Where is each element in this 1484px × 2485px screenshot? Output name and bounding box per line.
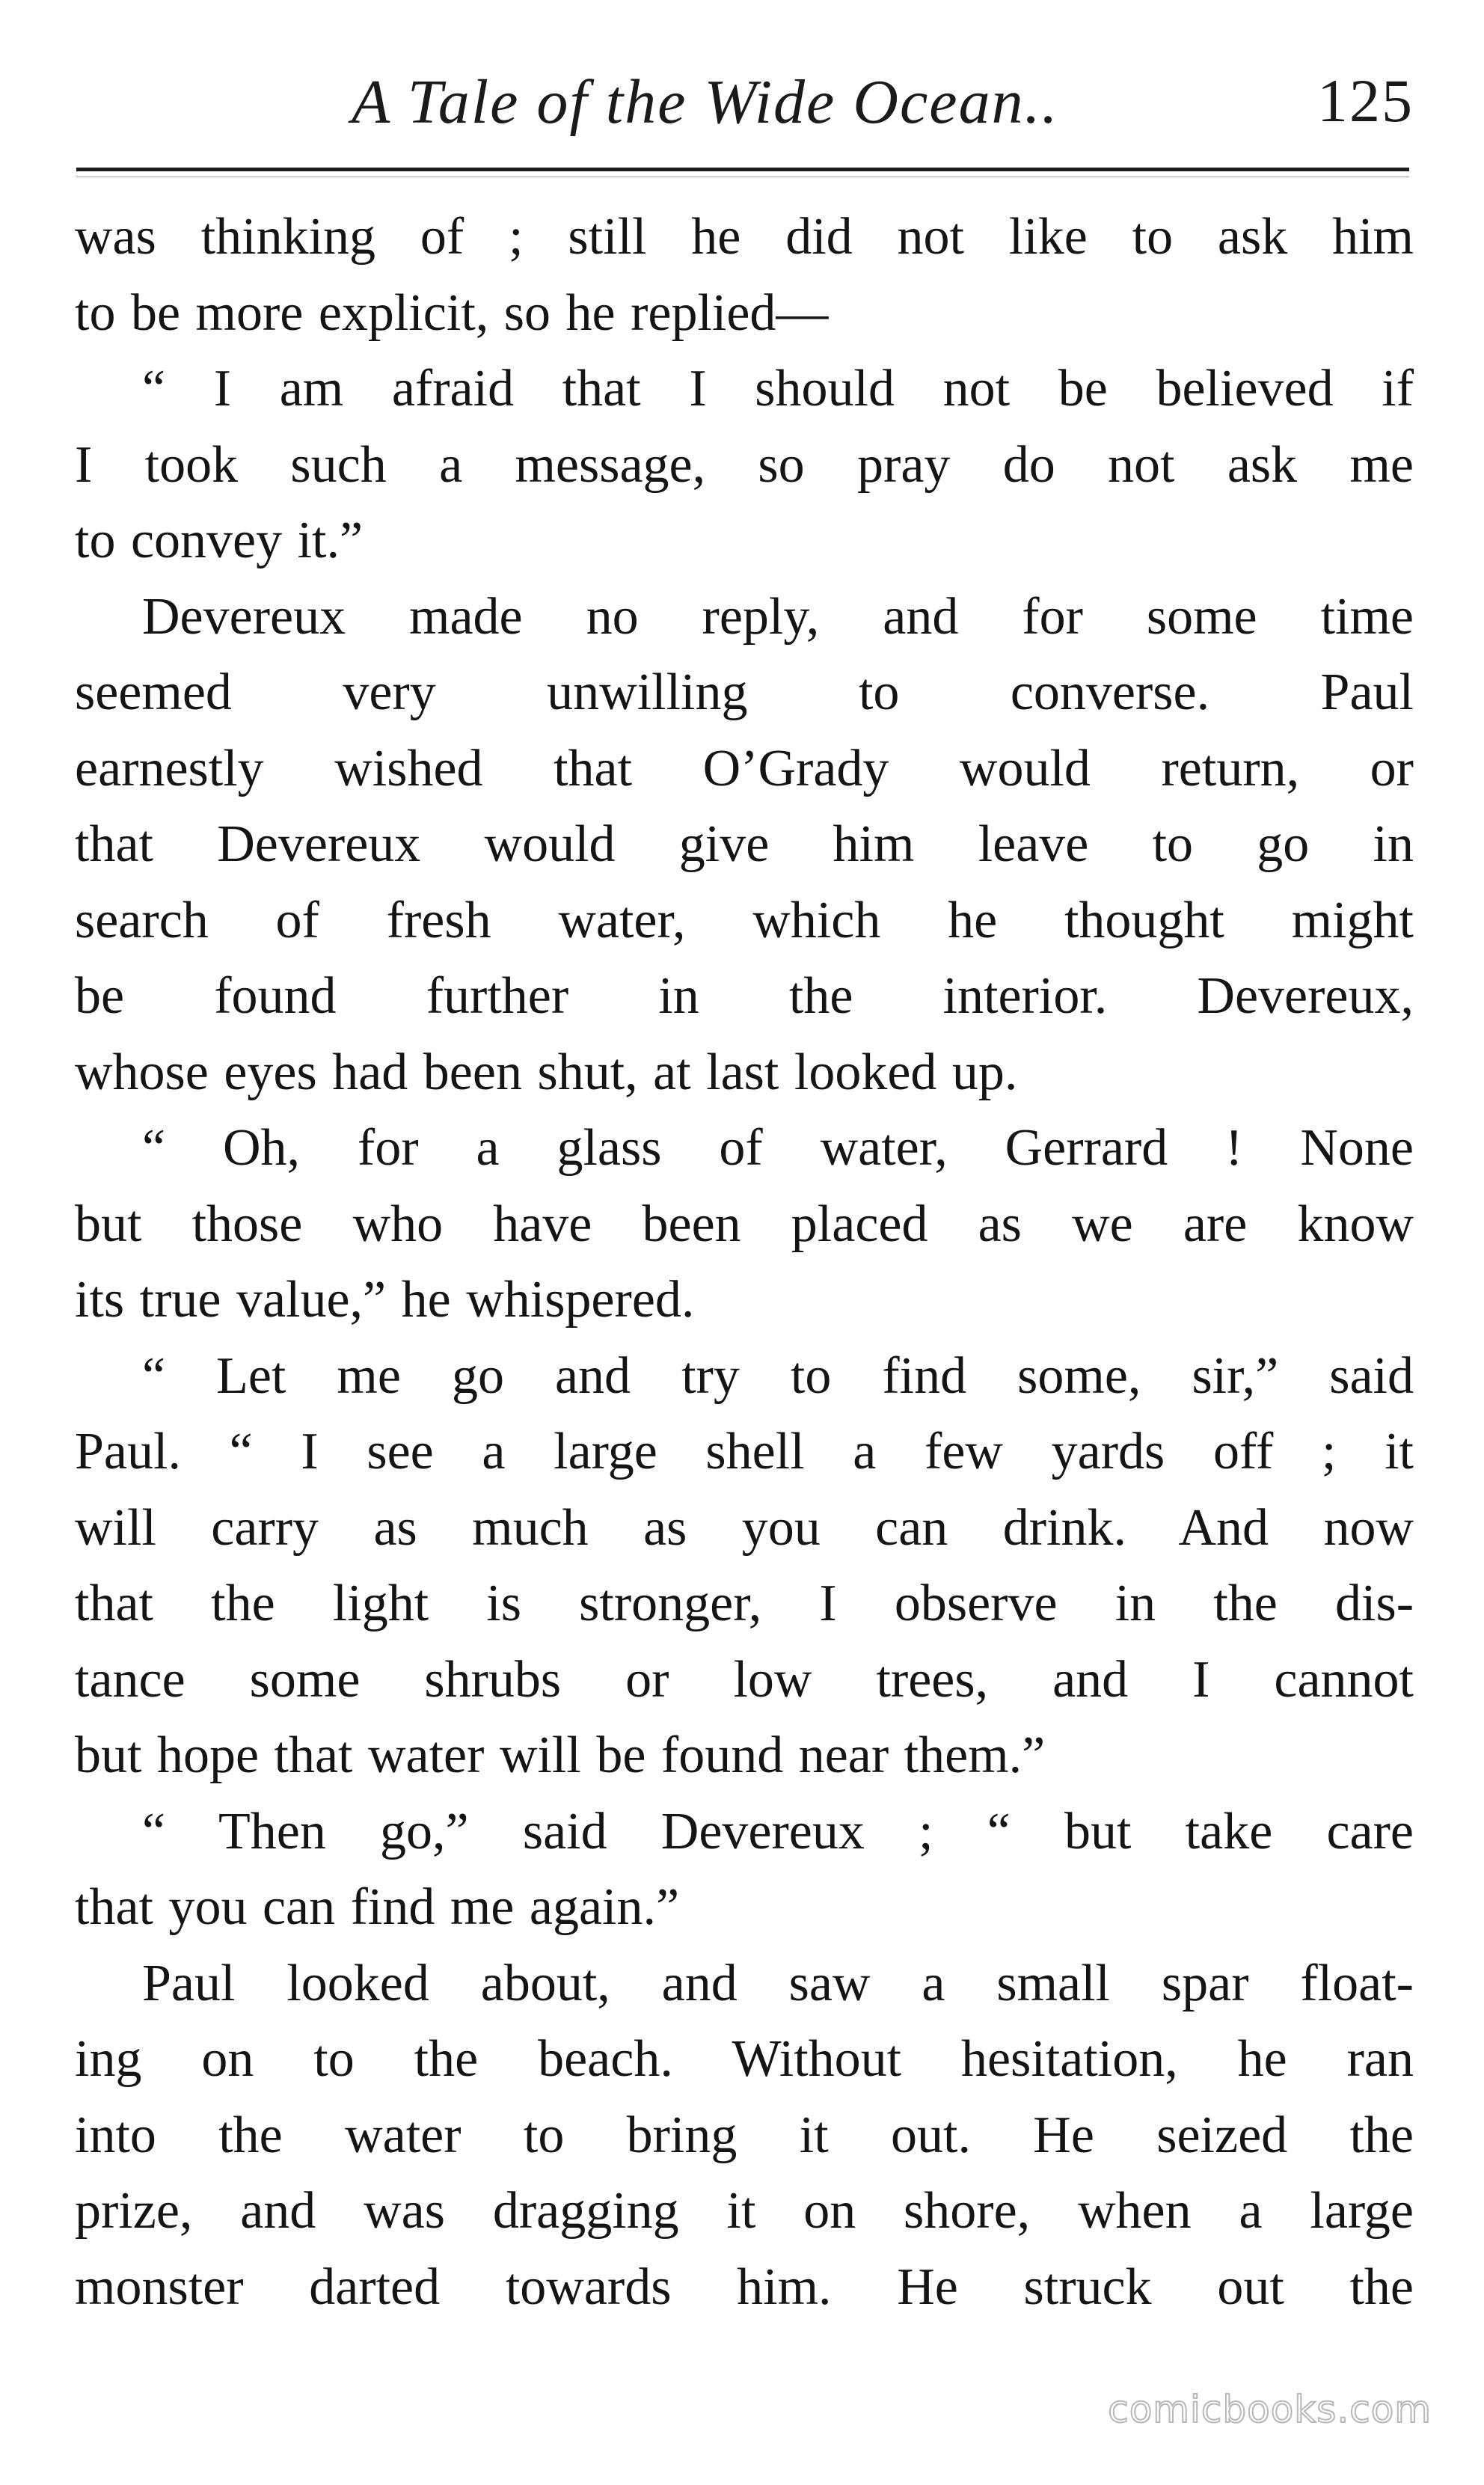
text-line: into the water to bring it out. He seized the	[75, 2106, 1414, 2164]
text-line: that Devereux would give him leave to go in	[75, 815, 1414, 873]
text-line: Paul. “ I see a large shell a few yards off ; it	[75, 1423, 1414, 1480]
text-line: its true value,” he whispered.	[75, 1271, 695, 1329]
text-line: that you can find me again.”	[75, 1878, 680, 1936]
page-number: 125	[1317, 67, 1414, 135]
text-line: whose eyes had been shut, at last looked up.	[75, 1043, 1018, 1101]
text-line: but hope that water will be found near them.”	[75, 1726, 1046, 1784]
running-title: A Tale of the Wide Ocean..	[352, 67, 1059, 137]
text-line: search of fresh water, which he thought might	[75, 891, 1414, 949]
text-line: that the light is stronger, I observe in the dis-	[75, 1575, 1414, 1632]
text-line: “ I am afraid that I should not be believed if	[142, 360, 1414, 417]
text-line: monster darted towards him. He struck out the	[75, 2258, 1414, 2316]
watermark: comicbooks.com	[1108, 2388, 1432, 2431]
text-line: Paul looked about, and saw a small spar float-	[142, 1954, 1414, 2012]
running-head	[75, 51, 1414, 148]
text-line: seemed very unwilling to converse. Paul	[75, 664, 1414, 721]
text-line: “ Oh, for a glass of water, Gerrard ! None	[142, 1119, 1414, 1177]
text-line: “ Let me go and try to find some, sir,” said	[142, 1346, 1414, 1405]
text-line: but those who have been placed as we are know	[75, 1195, 1414, 1253]
text-line: tance some shrubs or low trees, and I cannot	[75, 1650, 1414, 1709]
text-line: prize, and was dragging it on shore, when a large	[75, 2182, 1414, 2240]
text-line: “ Then go,” said Devereux ; “ but take care	[142, 1802, 1414, 1860]
text-line: Devereux made no reply, and for some time	[142, 587, 1414, 646]
text-line: was thinking of ; still he did not like to ask him	[75, 208, 1414, 266]
text-line: be found further in the interior. Devereux,	[75, 967, 1414, 1025]
body-text	[75, 199, 1414, 2325]
text-line: will carry as much as you can drink. And now	[75, 1498, 1414, 1557]
text-line: I took such a message, so pray do not ask me	[75, 435, 1414, 494]
text-line: earnestly wished that O’Grady would return, or	[75, 739, 1414, 797]
text-line: ing on to the beach. Without hesitation, he ran	[75, 2030, 1414, 2088]
text-line: to be more explicit, so he replied—	[75, 284, 829, 342]
header-rule	[76, 168, 1409, 171]
text-line: to convey it.”	[75, 512, 364, 569]
